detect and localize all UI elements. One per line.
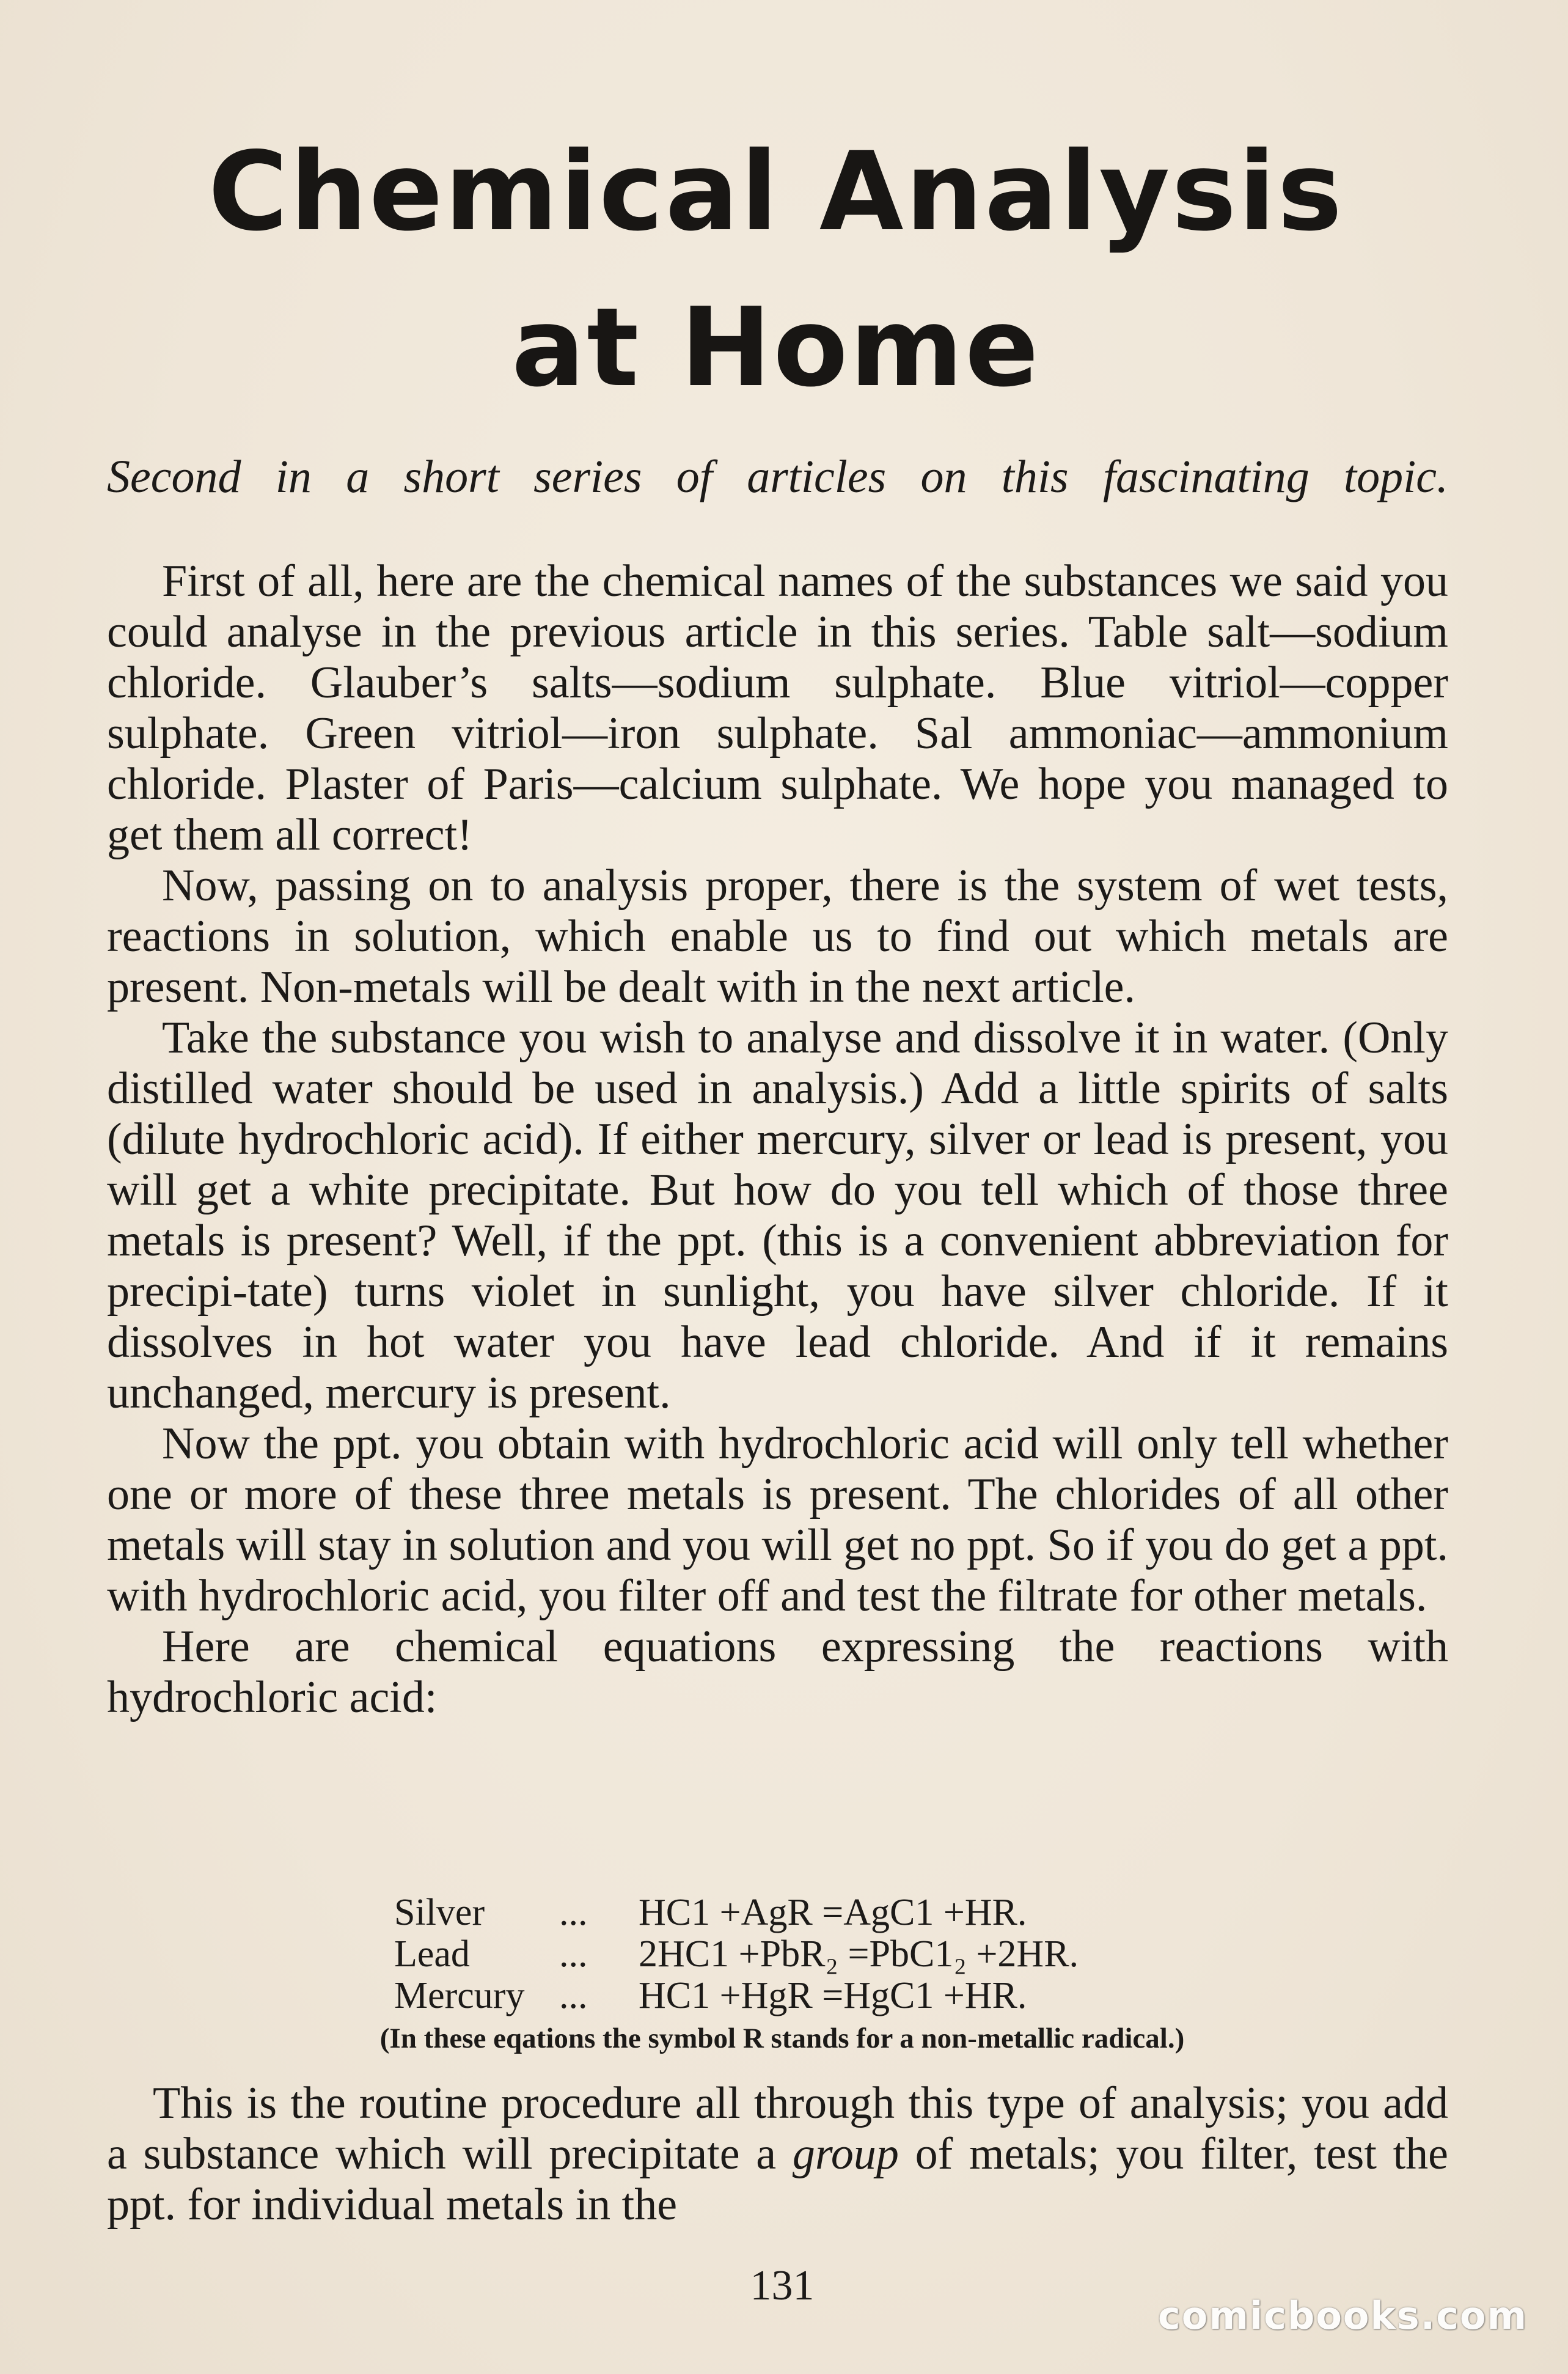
article-body-continued xyxy=(107,2078,1448,2230)
paragraph-hydrochloric-test: Take the substance you wish to analyse and dissolve it in water. (Only distilled water should be used in analysis.) Add a little spirits of salts (dilute hydrochloric acid). If either mercury, silver or lead is present, you will get a white precipitate. But how do you tell which of those three metals is present? Well, if the ppt. (this is a convenient abbreviation for precipi-tate) turns violet in sunlight, you have silver chloride. If it dissolves in hot water you have lead chloride. And if it remains unchanged, mercury is present. xyxy=(107,1013,1448,1418)
equation-footnote: (In these eqations the symbol R stands for a non-metallic radical.) xyxy=(379,2023,1185,2054)
equation-row-silver xyxy=(394,1892,1079,1933)
paragraph-routine-procedure xyxy=(107,2078,1448,2230)
paragraph-routine-emphasis: group xyxy=(792,2129,899,2179)
equation-dots: ... xyxy=(559,1892,588,1933)
article-body xyxy=(107,556,1448,1723)
paragraph-routine-start: This is the routine procedure all through this type of analysis; you add a substance which will precipitate a xyxy=(107,2078,1448,2179)
equation-metal: Lead xyxy=(394,1933,470,1975)
paragraph-equations-intro: Here are chemical equations expressing the reactions with hydrochloric acid: xyxy=(107,1622,1448,1722)
paragraph-substance-names: First of all, here are the chemical names of the substances we said you could analyse in the previous article in this series. Table salt—sodium chloride. Glauber’s salts—sodium sulphate. Blue vitriol—copper sulphate. Green vitriol—iron sulphate. Sal ammoniac—ammonium chloride. Plaster of Paris—calcium sulphate. We hope you managed to get them all correct! xyxy=(107,556,1448,860)
article-title-line-1: Chemical Analysis xyxy=(208,128,1344,255)
equation-row-lead xyxy=(394,1933,1079,1975)
article-subtitle: Second in a short series of articles on this fascinating topic. xyxy=(107,451,1448,502)
equation-formula: HC1 +HgR =HgC1 +HR. xyxy=(639,1975,1027,2016)
watermark-logo: comicbooks.com xyxy=(1158,2293,1528,2338)
chemical-equations xyxy=(394,1892,1079,2016)
paragraph-wet-tests: Now, passing on to analysis proper, there is the system of wet tests, reactions in solution, which enable us to find out which metals are present. Non-metals will be dealt with in the next article. xyxy=(107,861,1448,1012)
paragraph-routine-end: of metals; you filter, test the ppt. for individual metals in the xyxy=(107,2129,1448,2230)
equation-dots: ... xyxy=(559,1933,588,1975)
equation-formula: 2HC1 +PbR₂ =PbC1₂ +2HR. xyxy=(639,1933,1079,1975)
equation-formula: HC1 +AgR =AgC1 +HR. xyxy=(639,1892,1027,1933)
equation-metal: Mercury xyxy=(394,1975,525,2016)
equation-dots: ... xyxy=(559,1975,588,2016)
page-number: 131 xyxy=(750,2262,815,2309)
equation-metal: Silver xyxy=(394,1892,485,1933)
paragraph-chloride-precipitate: Now the ppt. you obtain with hydrochloric acid will only tell whether one or more of these three metals is present. The chlorides of all other metals will stay in solution and you will get no ppt. So if you do get a ppt. with hydrochloric acid, you filter off and test the filtrate for other metals. xyxy=(107,1419,1448,1621)
article-title-line-2: at Home xyxy=(511,284,1041,411)
equation-row-mercury xyxy=(394,1975,1079,2016)
